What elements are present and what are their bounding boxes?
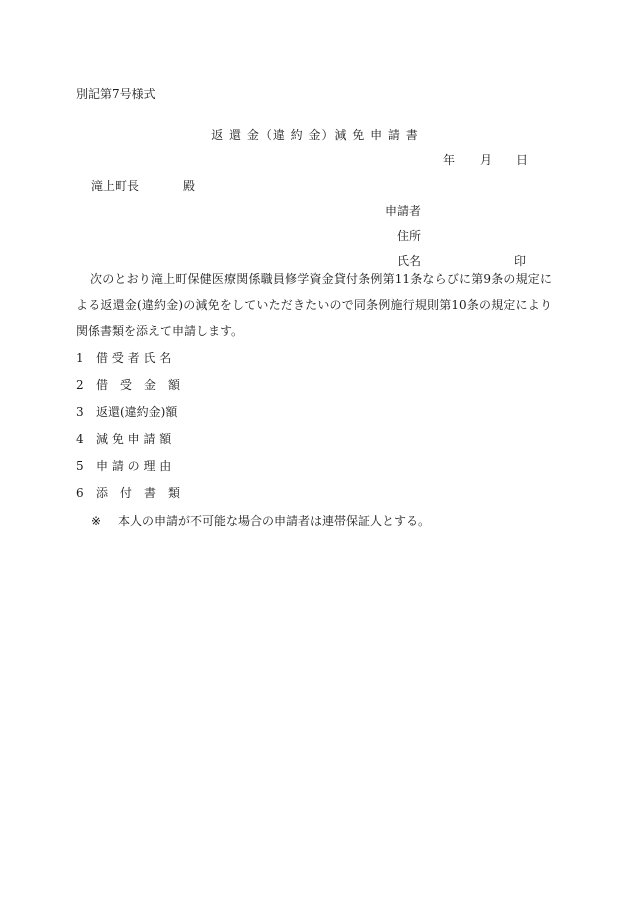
item-number: 6 <box>76 486 84 500</box>
item-list <box>76 350 180 512</box>
application-body-text: 次のとおり滝上町保健医療関係職員修学資金貸付条例第11条ならびに第9条の規定による返還金(違約金)の減免をしていただきたいので同条例施行規則第10条の規定により関係書類を添えて申請します。 <box>76 272 552 338</box>
date-day-label: 日 <box>516 153 529 167</box>
applicant-address-label: 住所 <box>397 229 422 243</box>
item-number: 5 <box>76 459 84 473</box>
date-year-label: 年 <box>443 153 456 167</box>
item-label: 申 請 の 理 由 <box>96 459 172 473</box>
list-item <box>76 458 180 485</box>
list-item <box>76 377 180 404</box>
note-mark: ※ <box>91 514 102 528</box>
item-label: 返還(違約金)額 <box>96 405 178 419</box>
seal-mark: 印 <box>514 254 527 268</box>
item-number: 4 <box>76 432 84 446</box>
item-label: 借 受 者 氏 名 <box>96 351 172 365</box>
applicant-name-label: 氏名 <box>397 254 422 268</box>
form-number: 別記第7号様式 <box>76 87 156 101</box>
item-label: 減 免 申 請 額 <box>96 432 172 446</box>
item-label: 添 付 書 類 <box>96 486 181 500</box>
item-number: 2 <box>76 378 84 392</box>
list-item <box>76 404 180 431</box>
applicant-label: 申請者 <box>385 204 422 218</box>
item-label: 借 受 金 額 <box>96 378 181 392</box>
list-item <box>76 350 180 377</box>
item-number: 3 <box>76 405 84 419</box>
addressee-honorific: 殿 <box>183 179 196 193</box>
note-text: 本人の申請が不可能な場合の申請者は連帯保証人とする。 <box>118 514 431 528</box>
list-item <box>76 431 180 458</box>
date-month-label: 月 <box>480 153 493 167</box>
document-title: 返 還 金（違 約 金）減 免 申 請 書 <box>211 128 419 142</box>
addressee <box>91 178 196 194</box>
item-number: 1 <box>76 351 84 365</box>
list-item <box>76 485 180 512</box>
footnote <box>91 513 430 529</box>
addressee-name: 滝上町長 <box>91 179 140 193</box>
